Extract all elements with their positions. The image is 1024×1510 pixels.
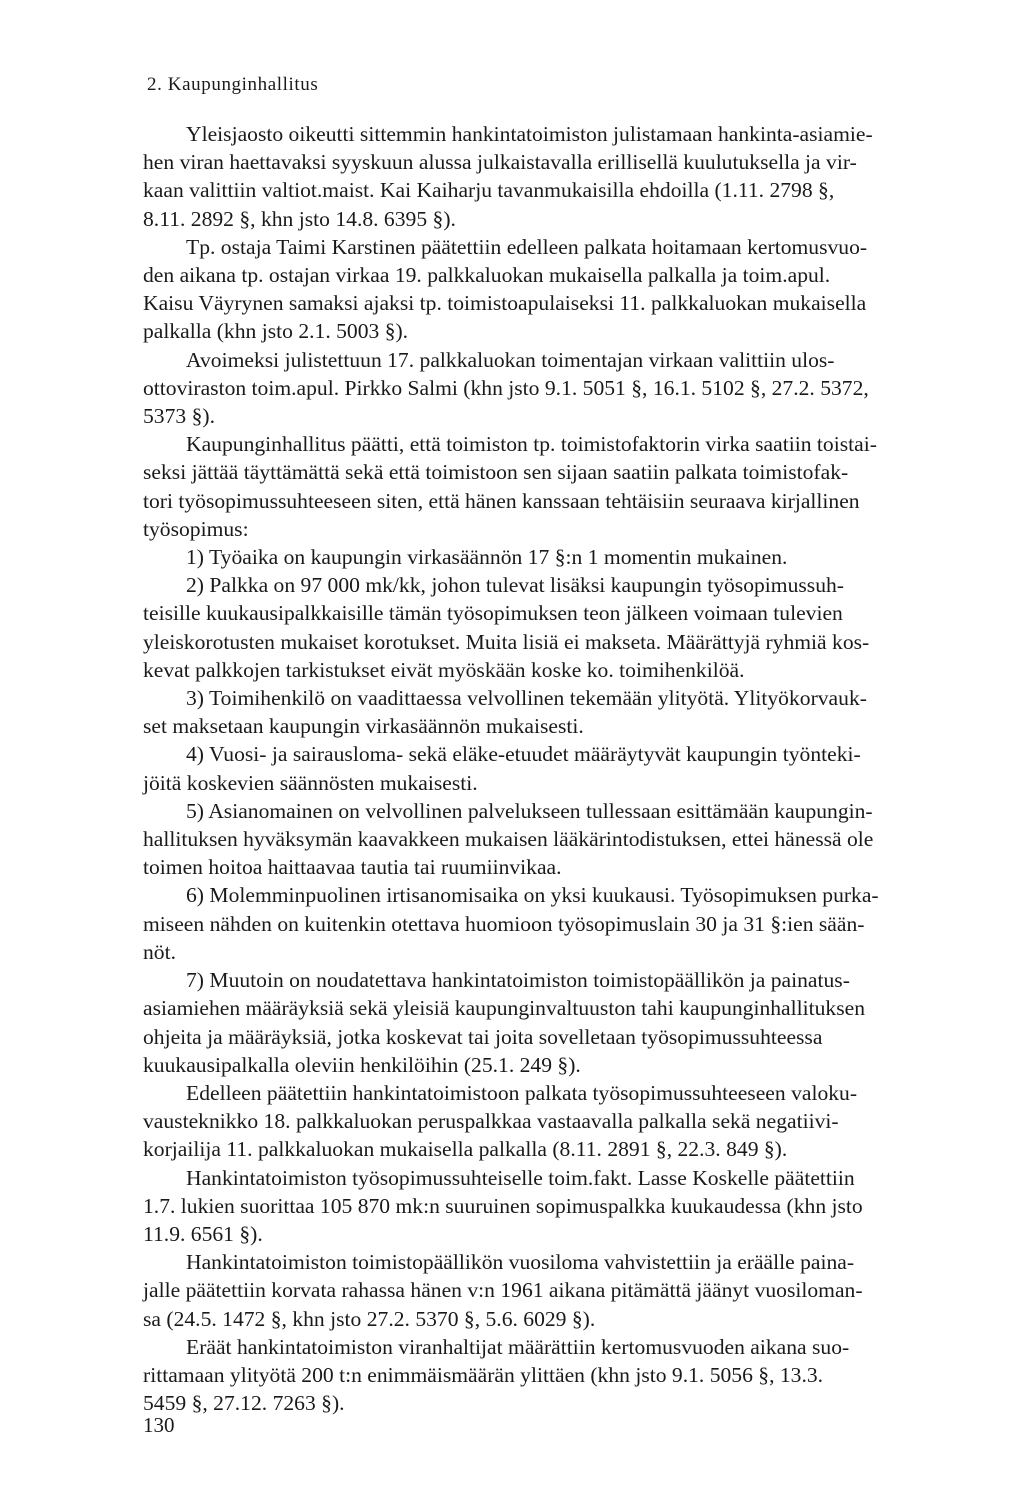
paragraph: Edelleen päätettiin hankintatoimistoon palkata työsopimussuhteeseen valoku- vausteknikko 18. palkkaluokan peruspalkkaa vastaavalla palkalla sekä negatiivi- korjailija 11. palkkaluokan mukaisella palkalla (8.11. 2891 §, 22.3. 849 §). — [143, 1080, 858, 1162]
contract-clause: 4) Vuosi- ja sairausloma- sekä eläke-etuudet määräytyvät kaupungin työnteki- jöitä koskevien säännösten mukaisesti. — [143, 742, 861, 795]
paragraph: Avoimeksi julistettuun 17. palkkaluokan toimentajan virkaan valittiin ulos- ottoviraston toim.apul. Pirkko Salmi (khn jsto 9.1. 5051 §, 16.1. 5102 §, 27.2. 5372, 5373 §). — [143, 347, 869, 429]
paragraph: Eräät hankintatoimiston viranhaltijat määrättiin kertomusvuoden aikana suo- rittamaan ylityötä 200 t:n enimmäismäärän ylittäen (khn jsto 9.1. 5056 §, 13.3. 5459 §, 27.12. 7263 §). — [143, 1334, 850, 1416]
page-number: 130 — [143, 1413, 175, 1437]
contract-clause: 2) Palkka on 97 000 mk/kk, johon tulevat lisäksi kaupungin työsopimussuh- teisille kuukausipalkkaisille tämän työsopimuksen teon jälkeen voimaan tulevien yleiskorotusten mukaiset korotukset. Muita lisiä ei makseta. Määrättyjä ryhmiä kos- kevat palkkojen tarkistukset eivät myöskään koske ko. toimihenkilöä. — [143, 573, 870, 682]
contract-clause: 7) Muutoin on noudatettava hankintatoimiston toimistopäällikön ja painatus- asiamiehen määräyksiä sekä yleisiä kaupunginvaltuuston tahi kaupunginhallituksen ohjeita ja määräyksiä, jotka koskevat tai joita sovelletaan työsopimussuhteessa kuukausipalkalla oleviin henkilöihin (25.1. 249 §). — [143, 968, 866, 1077]
paragraph: Kaupunginhallitus päätti, että toimiston tp. toimistofaktorin virka saatiin toistai- seksi jättää täyttämättä sekä että toimistoon sen sijaan saatiin palkata toimistofak- tori työsopimussuhteeseen siten, että hänen kanssaan tehtäisiin seuraava kirjallinen työsopimus: — [143, 432, 877, 541]
contract-clause: 1) Työaika on kaupungin virkasäännön 17 §:n 1 momentin mukainen. — [186, 545, 788, 570]
running-header: 2. Kaupunginhallitus — [147, 74, 319, 95]
contract-clause: 5) Asianomainen on velvollinen palvelukseen tullessaan esittämään kaupungin- hallituksen hyväksymän kaavakkeen mukaisen lääkärintodistuksen, ettei hänessä ole toimen hoitoa haittaavaa tautia tai ruumiinvikaa. — [143, 798, 874, 880]
contract-clause: 3) Toimihenkilö on vaadittaessa velvollinen tekemään ylityötä. Ylityökorvauk- set maksetaan kaupungin virkasäännön mukaisesti. — [143, 686, 867, 739]
paragraph: Tp. ostaja Taimi Karstinen päätettiin edelleen palkata hoitamaan kertomusvuo- den aikana tp. ostajan virkaa 19. palkkaluokan mukaisella palkalla ja toim.apul. Kaisu Väyrynen samaksi ajaksi tp. toimistoapulaiseksi 11. palkkaluokan mukaisella palkalla (khn jsto 2.1. 5003 §). — [143, 234, 868, 344]
paragraph: Hankintatoimiston työsopimussuhteiselle toim.fakt. Lasse Koskelle päätettiin 1.7. lukien suorittaa 105 870 mk:n suuruinen sopimuspalkka kuukaudessa (khn jsto 11.9. 6561 §). — [143, 1165, 863, 1246]
contract-clause: 6) Molemminpuolinen irtisanomisaika on yksi kuukausi. Työsopimuksen purka- miseen nähden on kuitenkin otettava huomioon työsopimuslain 30 ja 31 §:ien sään- nöt. — [143, 883, 879, 964]
paragraph: Hankintatoimiston toimistopäällikön vuosiloma vahvistettiin ja eräälle paina- jalle päätettiin korvata rahassa hänen v:n 1961 aikana pitämättä jäänyt vuosiloman- sa (24.5. 1472 §, khn jsto 27.2. 5370 §, 5.6. 6029 §). — [143, 1250, 863, 1331]
document-body — [143, 120, 979, 1417]
paragraph: Yleisjaosto oikeutti sittemmin hankintatoimiston julistamaan hankinta-asiamie- hen viran haettavaksi syyskuun alussa julkaistavalla erillisellä kuulutuksella ja vir- kaan valittiin valtiot.maist. Kai Kaiharju tavanmukaisilla ehdoilla (1.11. 2798 §, 8.11. 2892 §, khn jsto 14.8. 6395 §). — [143, 122, 873, 231]
